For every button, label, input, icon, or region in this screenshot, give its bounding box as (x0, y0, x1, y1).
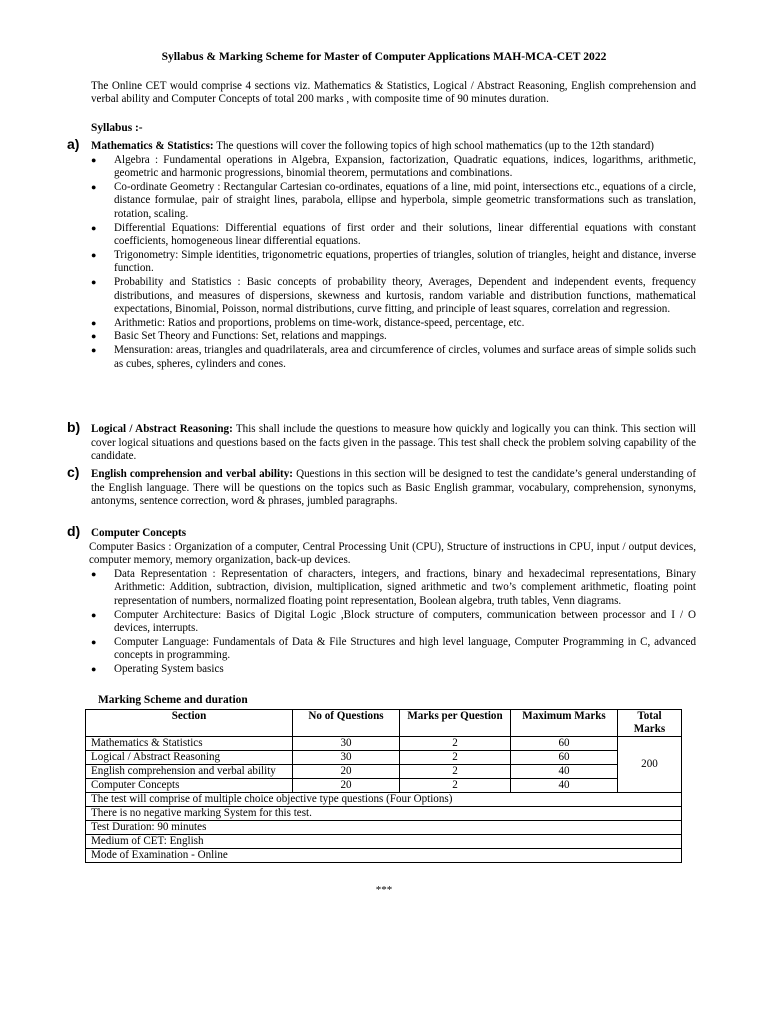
list-item: ● Trigonometry: Simple identities, trigonometric equations, properties of triangles, solution of triangles, height and distance, inverse function. (91, 249, 696, 276)
table-row (86, 779, 682, 793)
section-letter: b) (67, 419, 81, 435)
marks-per-question-cell: 2 (400, 779, 511, 793)
questions-cell: 30 (293, 737, 400, 751)
section-cell: Mathematics & Statistics (86, 737, 293, 751)
section-english (67, 464, 697, 509)
marks-per-question-cell: 2 (400, 737, 511, 751)
list-item: ● Operating System basics (91, 663, 696, 677)
syllabus-label: Syllabus :- (91, 122, 143, 134)
table-row (86, 765, 682, 779)
list-item: ● Data Representation : Representation of characters, integers, and fractions, binary and hexadecimal representations, Binary Arithmetic: Addition, subtraction, division, multiplication, signed arithmetic and two’s complement arithmetic, floating point representation of numbers, normalized floating point representation, Boolean algebra, truth tables, Venn diagrams. (91, 568, 696, 609)
note-row (86, 821, 682, 835)
maximum-marks-cell: 60 (511, 751, 618, 765)
section-math (67, 136, 696, 371)
column-header: Maximum Marks (511, 710, 618, 737)
note-cell: Test Duration: 90 minutes (86, 821, 682, 835)
section-letter: c) (67, 464, 80, 480)
note-row (86, 849, 682, 863)
list-item: ● Probability and Statistics : Basic concepts of probability theory, Averages, Dependent and independent events, frequency distributions, and measures of dispersions, skewness and kurtosis, random variable and distribution functions, mathematical expectations, Binomial, Poisson, normal distributions, curve fitting, and principle of least squares, correlation and regression. (91, 276, 696, 317)
table-row (86, 751, 682, 765)
section-letter: a) (67, 136, 80, 152)
computer-topic-list (91, 568, 696, 677)
end-mark: *** (375, 884, 393, 896)
section-text: This shall include the questions to measure how quickly and logically you can think. This section will cover logical situations and questions based on the facts given in the passage. This test shall check the problem solving capability of the candidate. (91, 423, 696, 463)
note-cell: Medium of CET: English (86, 835, 682, 849)
maximum-marks-cell: 40 (511, 765, 618, 779)
section-math-intro (91, 140, 696, 154)
maximum-marks-cell: 60 (511, 737, 618, 751)
note-cell: There is no negative marking System for this test. (86, 807, 682, 821)
section-cell: Computer Concepts (86, 779, 293, 793)
section-cell: Logical / Abstract Reasoning (86, 751, 293, 765)
section-text: Questions in this section will be designed to test the candidate’s general understanding of the English language. There will be questions on the topics such as Basic English grammar, vocabulary, comprehension, synonyms, antonyms, sentence correction, word & phrases, jumbled paragraphs. (91, 468, 697, 508)
section-heading: Logical / Abstract Reasoning: (91, 423, 233, 435)
math-topic-list (91, 154, 696, 372)
document-title: Syllabus & Marking Scheme for Master of Computer Applications MAH-MCA-CET 2022 (161, 50, 607, 63)
marks-per-question-cell: 2 (400, 765, 511, 779)
section-text: The questions will cover the following topics of high school mathematics (up to the 12th standard) (213, 140, 655, 152)
note-row (86, 835, 682, 849)
section-computer (67, 523, 696, 677)
table-row (86, 737, 682, 751)
list-item: ● Computer Language: Fundamentals of Data & File Structures and high level language, Computer Programming in C, advanced concepts in programming. (91, 636, 696, 663)
questions-cell: 30 (293, 751, 400, 765)
column-header: Total Marks (618, 710, 682, 737)
table-header-row (86, 710, 682, 737)
section-heading: Computer Concepts (91, 527, 187, 539)
maximum-marks-cell: 40 (511, 779, 618, 793)
column-header: No of Questions (293, 710, 400, 737)
intro-paragraph: The Online CET would comprise 4 sections viz. Mathematics & Statistics, Logical / Abstract Reasoning, English comprehension and verbal ability and Computer Concepts of total 200 marks , with composite time of 90 minutes duration. (91, 80, 696, 106)
questions-cell: 20 (293, 765, 400, 779)
note-row (86, 793, 682, 807)
section-logical (67, 419, 696, 464)
section-text: Computer Basics : Organization of a computer, Central Processing Unit (CPU), Structure of instructions in CPU, input / output devices, computer memory, memory organization, back-up devices. (89, 540, 696, 567)
note-cell: The test will comprise of multiple choice objective type questions (Four Options) (86, 793, 682, 807)
column-header: Marks per Question (400, 710, 511, 737)
marking-scheme-heading: Marking Scheme and duration (98, 694, 248, 706)
list-item: ● Basic Set Theory and Functions: Set, relations and mappings. (91, 330, 696, 344)
list-item: ● Arithmetic: Ratios and proportions, problems on time-work, distance-speed, percentage, etc. (91, 317, 696, 331)
section-heading: English comprehension and verbal ability: (91, 468, 293, 480)
total-marks-cell: 200 (618, 737, 682, 793)
marks-per-question-cell: 2 (400, 751, 511, 765)
list-item: ● Mensuration: areas, triangles and quadrilaterals, area and circumference of circles, volumes and surface areas of simple solids such as cubes, spheres, cylinders and cones. (91, 344, 696, 371)
note-row (86, 807, 682, 821)
list-item: ● Co-ordinate Geometry : Rectangular Cartesian co-ordinates, equations of a line, mid point, intersections etc., equations of a circle, distance formulae, pair of straight lines, parabola, ellipse and hyperbola, simple geometric transformations such as translation, rotation, scaling. (91, 181, 696, 222)
note-cell: Mode of Examination - Online (86, 849, 682, 863)
list-item: ● Differential Equations: Differential equations of first order and their solutions, linear differential equations with constant coefficients, homogeneous linear differential equations. (91, 222, 696, 249)
questions-cell: 20 (293, 779, 400, 793)
section-letter: d) (67, 523, 81, 539)
list-item: ● Computer Architecture: Basics of Digital Logic ,Block structure of computers, communication between processor and I / O devices, interrupts. (91, 609, 696, 636)
list-item: ● Algebra : Fundamental operations in Algebra, Expansion, factorization, Quadratic equations, indices, logarithms, arithmetic, geometric and harmonic progressions, binomial theorem, permutations and combinations. (91, 154, 696, 181)
column-header: Section (86, 710, 293, 737)
section-heading: Mathematics & Statistics: (91, 140, 214, 152)
marking-scheme-table (85, 709, 682, 863)
section-cell: English comprehension and verbal ability (86, 765, 293, 779)
